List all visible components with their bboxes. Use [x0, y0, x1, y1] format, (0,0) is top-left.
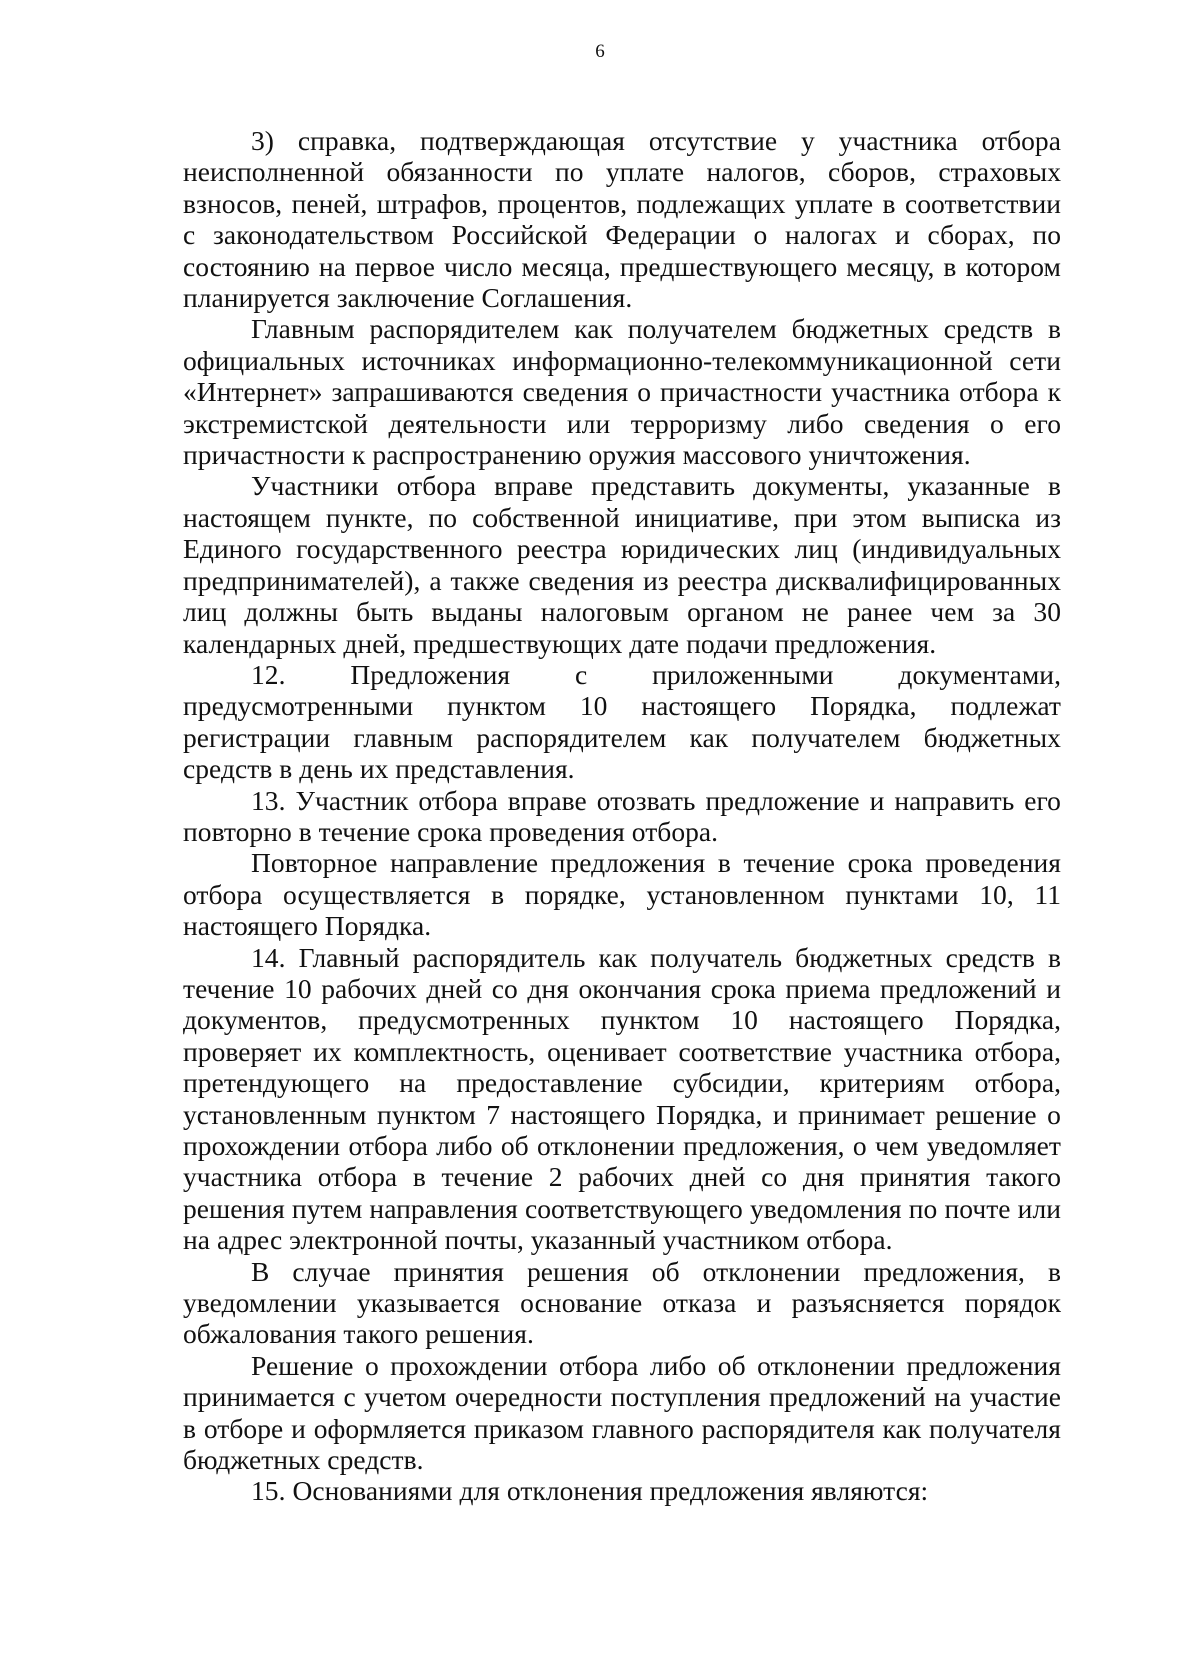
paragraph-1: 3) справка, подтверждающая отсутствие у участника отбора неисполненной обязанности по уплате налогов, сборов, страховых взносов, пеней, штрафов, процентов, подлежащих уплате в соответствии с законодательством Российской Федерации о налогах и сборах, по состоянию на первое число месяца, предшествующего месяцу, в котором планируется заключение Соглашения.	[183, 125, 1061, 314]
paragraph-7: 14. Главный распорядитель как получатель бюджетных средств в течение 10 рабочих дней со дня окончания срока приема предложений и документов, предусмотренных пунктом 10 настоящего Порядка, проверяет их комплектность, оценивает соответствие участника отбора, претендующего на предоставление субсидии, критериям отбора, установленным пунктом 7 настоящего Порядка, и принимает решение о прохождении отбора либо об отклонении предложения, о чем уведомляет участника отбора в течение 2 рабочих дней со дня принятия такого решения путем направления соответствующего уведомления по почте или на адрес электронной почты, указанный участником отбора.	[183, 941, 1061, 1256]
paragraph-9: Решение о прохождении отбора либо об отклонении предложения принимается с учетом очередности поступления предложений на участие в отборе и оформляется приказом главного распорядителя как получателя бюджетных средств.	[183, 1349, 1061, 1476]
paragraph-5: 13. Участник отбора вправе отозвать предложение и направить его повторно в течение срока проведения отбора.	[183, 784, 1061, 847]
paragraph-2: Главным распорядителем как получателем бюджетных средств в официальных источниках информационно-телекоммуникационной сети «Интернет» запрашиваются сведения о причастности участника отбора к экстремистской деятельности или терроризму либо сведения о его причастности к распространению оружия массового уничтожения.	[183, 313, 1061, 471]
paragraph-8: В случае принятия решения об отклонении предложения, в уведомлении указывается основание отказа и разъясняется порядок обжалования такого решения.	[183, 1255, 1061, 1350]
page-number: 6	[595, 41, 605, 62]
document-body	[183, 125, 1061, 1507]
paragraph-6: Повторное направление предложения в течение срока проведения отбора осуществляется в порядке, установленном пунктами 10, 11 настоящего Порядка.	[183, 847, 1061, 942]
paragraph-10: 15. Основаниями для отклонения предложения являются:	[251, 1475, 929, 1507]
paragraph-4: 12. Предложения с приложенными документами, предусмотренными пунктом 10 настоящего Порядка, подлежат регистрации главным распорядителем как получателем бюджетных средств в день их представления.	[183, 658, 1061, 785]
paragraph-3: Участники отбора вправе представить документы, указанные в настоящем пункте, по собственной инициативе, при этом выписка из Единого государственного реестра юридических лиц (индивидуальных предпринимателей), а также сведения из реестра дисквалифицированных лиц должны быть выданы налоговым органом не ранее чем за 30 календарных дней, предшествующих дате подачи предложения.	[183, 470, 1061, 659]
